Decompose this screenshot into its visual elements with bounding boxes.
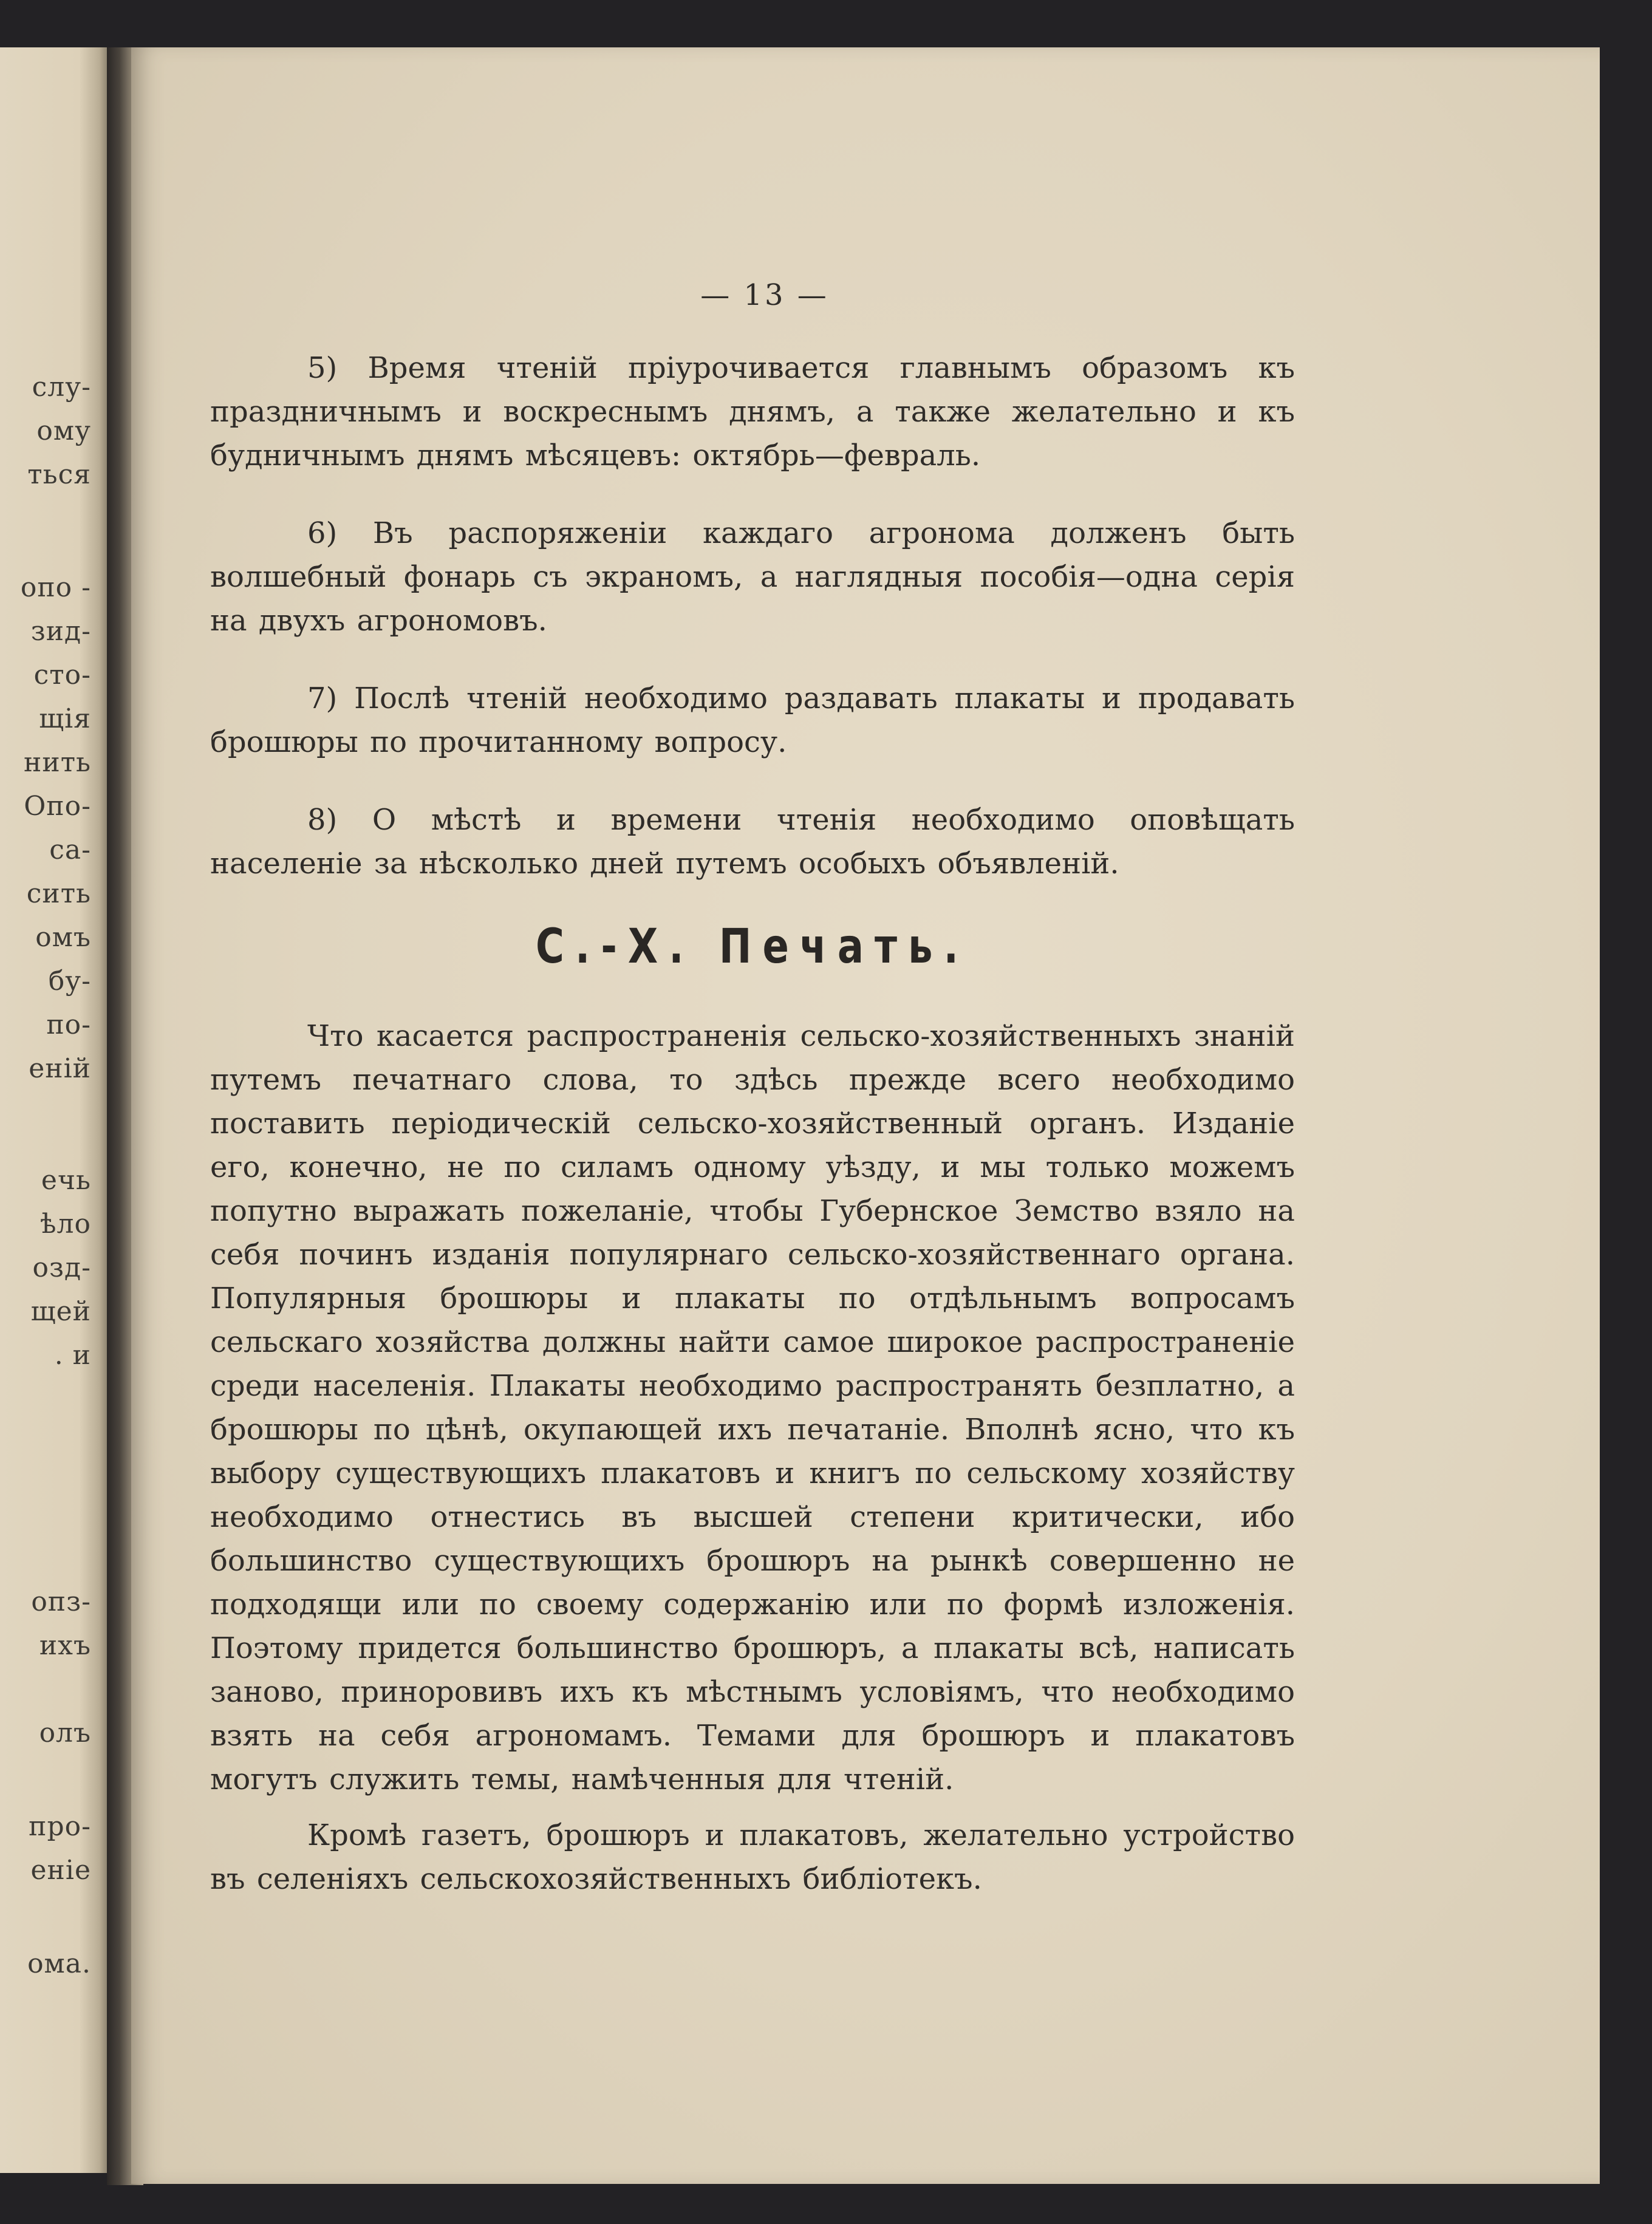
left-page-fragment: олъ	[39, 1717, 91, 1748]
left-page-fragment: еній	[29, 1053, 91, 1084]
left-page-fragment: опо -	[20, 572, 91, 603]
left-page-fragment: сить	[26, 878, 91, 909]
left-page-fragment: ому	[36, 415, 91, 446]
left-page-fragment: слу-	[32, 372, 91, 403]
left-page-fragment: ихъ	[39, 1630, 91, 1661]
left-facing-page	[0, 47, 113, 2173]
left-page-fragment: ечь	[41, 1165, 91, 1196]
left-page-fragment: про-	[29, 1811, 91, 1842]
page-content	[210, 278, 1295, 1913]
numbered-item-6: 6) Въ распоряженіи каждаго агронома долженъ быть волшебный фонарь съ экраномъ, а наглядныя пособія—одна серія на двухъ агрономовъ.	[210, 516, 1295, 638]
numbered-item-7: 7) Послѣ чтеній необходимо раздавать плакаты и продавать брошюры по прочитанному вопросу.	[210, 681, 1295, 759]
book-page	[131, 47, 1600, 2184]
left-page-fragment: щія	[39, 703, 91, 734]
left-page-fragment: . и	[54, 1340, 91, 1371]
numbered-item-5: 5) Время чтеній пріурочивается главнымъ образомъ къ праздничнымъ и воскреснымъ днямъ, а также желательно и къ будничнымъ днямъ мѣсяцевъ: октябрь—февраль.	[210, 351, 1295, 472]
left-page-fragment: по-	[46, 1009, 91, 1040]
left-page-fragment: ѣло	[40, 1209, 91, 1240]
left-page-fragment: нить	[24, 747, 91, 778]
left-page-fragment: опз-	[31, 1586, 91, 1617]
page-number: — 13 —	[700, 278, 829, 312]
section-title: С.-Х. Печать.	[536, 919, 969, 974]
numbered-item-8: 8) О мѣстѣ и времени чтенія необходимо оповѣщать населеніе за нѣсколько дней путемъ особыхъ объявленій.	[210, 803, 1295, 881]
left-page-fragment: ться	[27, 459, 91, 490]
left-page-fragment: еніе	[30, 1855, 91, 1886]
left-page-fragment: са-	[49, 834, 91, 865]
left-page-fragment: бу-	[48, 966, 91, 997]
left-page-fragment: щей	[30, 1296, 91, 1327]
left-page-fragment: омъ	[35, 922, 91, 953]
left-page-fragment: озд-	[32, 1252, 91, 1283]
left-page-fragment: ома.	[27, 1948, 91, 1979]
left-page-fragment: зид-	[30, 616, 91, 647]
body-paragraph: Кромѣ газетъ, брошюръ и плакатовъ, желательно устройство въ селеніяхъ сельскохозяйственныхъ библіотекъ.	[210, 1818, 1295, 1896]
body-paragraph: Что касается распространенія сельско-хозяйственныхъ знаній путемъ печатнаго слова, то здѣсь прежде всего необходимо поставить періодическій сельско-хозяйственный органъ. Изданіе его, конечно, не по силамъ одному уѣзду, и мы только можемъ попутно выражать пожеланіе, чтобы Губернское Земство взяло на себя починъ изданія популярнаго сельско-хозяйственнаго органа. Популярныя брошюры и плакаты по отдѣльнымъ вопросамъ сельскаго хозяйства должны найти самое широкое распространеніе среди населенія. Плакаты необходимо распространять безплатно, а брошюры по цѣнѣ, окупающей ихъ печатаніе. Вполнѣ ясно, что къ выбору существующихъ плакатовъ и книгъ по сельскому хозяйству необходимо отнестись въ высшей степени критически, ибо большинство существующихъ брошюръ на рынкѣ совершенно не подходящи или по своему содержанію или по формѣ изложенія. Поэтому придется большинство брошюръ, а плакаты всѣ, написать заново, приноровивъ ихъ къ мѣстнымъ условіямъ, что необходимо взять на себя агрономамъ. Темами для брошюръ и плакатовъ могутъ служить темы, намѣченныя для чтеній.	[210, 1019, 1295, 1796]
left-page-fragment: сто-	[33, 660, 91, 691]
left-page-fragment: Опо-	[24, 791, 91, 822]
